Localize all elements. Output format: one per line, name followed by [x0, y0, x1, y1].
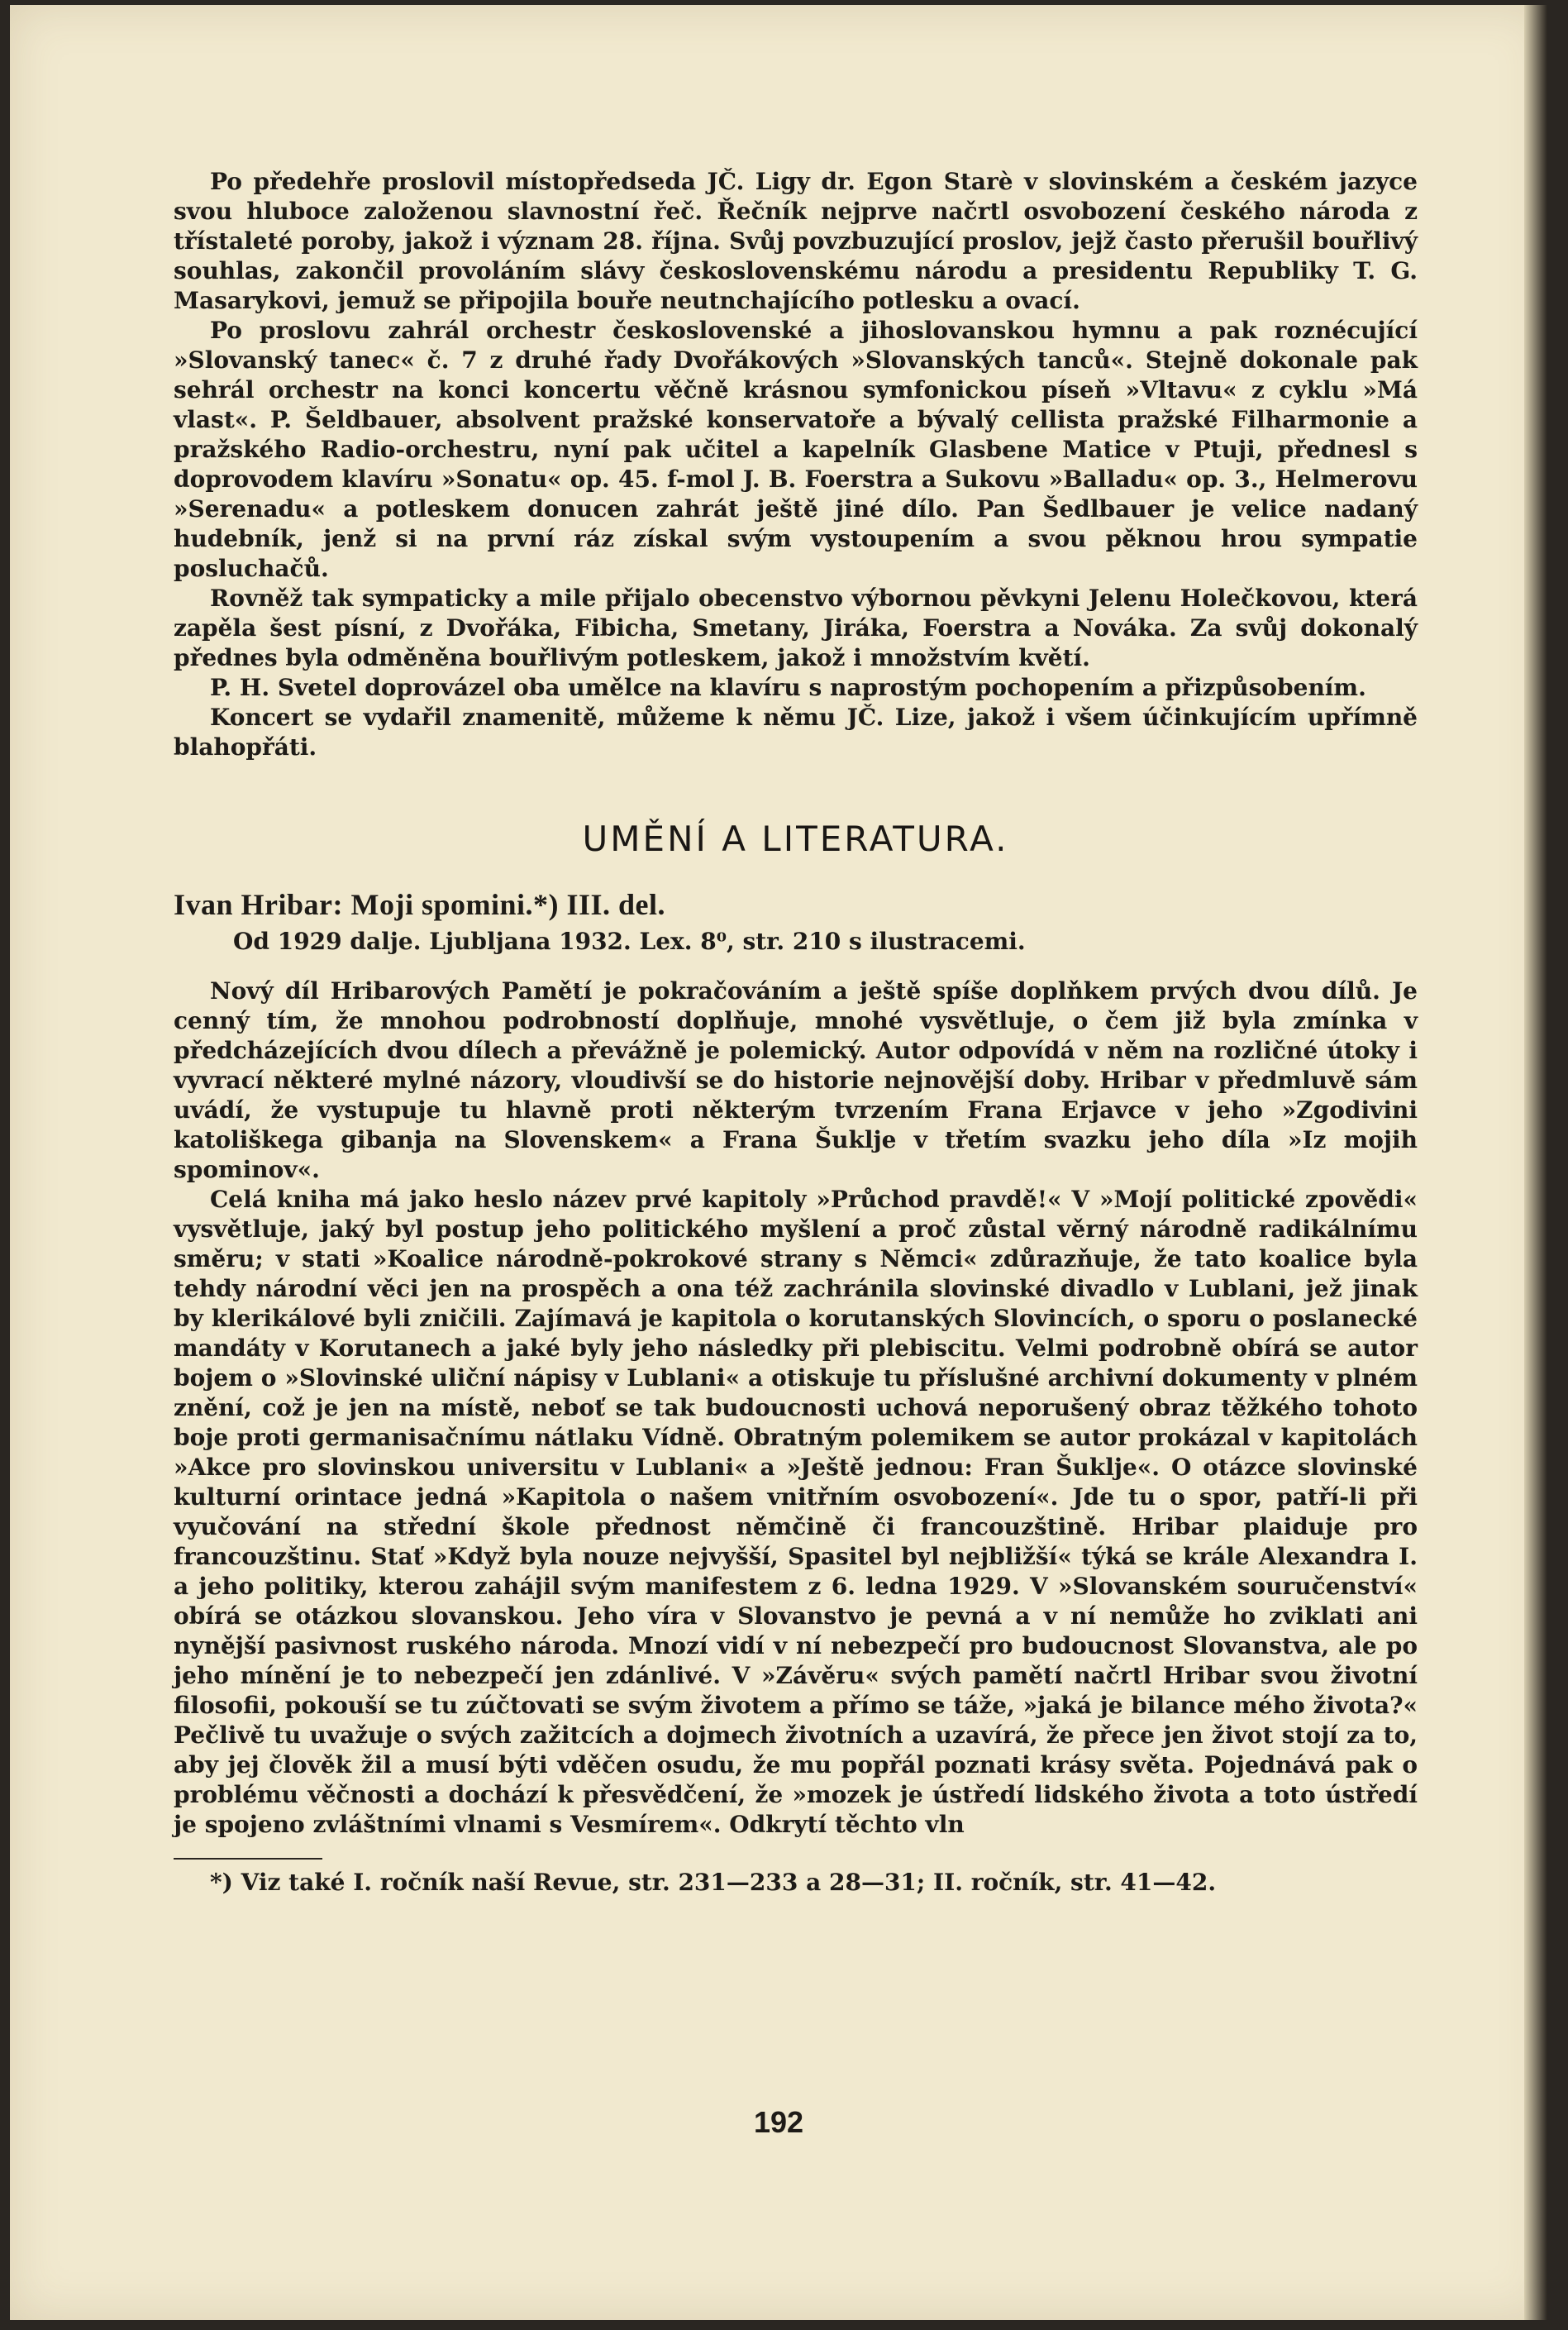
- report-paragraph-4: P. H. Svetel doprovázel oba umělce na klavíru s naprostým pochopením a přizpůsobením.: [210, 674, 1366, 701]
- book-review: [174, 887, 1418, 1840]
- review-paragraph-1: Nový díl Hribarových Pamětí je pokračováním a ještě spíše doplňkem prvých dvou dílů. Je cenný tím, že mnohou podrobností doplňuje, mnohé vysvětluje, o čem již byla zmínka v předcházejících dvou dílech a převážně je polemický. Autor odpovídá v něm na rozličné útoky i vyvrací některé mylné názory, vloudivší se do historie nejnovější doby. Hribar v předmluvě sám uvádí, že vystupuje tu hlavně proti některým tvrzením Frana Erjavce v jeho »Zgodivini katoliškega gibanja na Slovenskem« a Frana Šuklje v třetím svazku jeho díla »Iz mojih spominov«.: [174, 977, 1418, 1183]
- review-paragraph-2: Celá kniha má jako heslo název prvé kapitoly »Průchod pravdě!« V »Mojí politické zpovědi« vysvětluje, jaký byl postup jeho politického myšlení a proč zůstal věrný národně radikálnímu směru; v stati »Koalice národně-pokrokové strany s Němci« zdůrazňuje, že tato koalice byla tehdy národní věci jen na prospěch a ona též zachránila slovinské divadlo v Lublani, jež jinak by klerikálové byli zničili. Zajímavá je kapitola o korutanských Slovincích, o sporu o poslanecké mandáty v Korutanech a jaké byly jeho následky při plebiscitu. Velmi podrobně obírá se autor bojem o »Slovinské uliční nápisy v Lublani« a otiskuje tu příslušné archivní dokumenty v plném znění, což je jen na místě, neboť se tak budoucnosti uchová neporušený obraz těžkého tohoto boje proti germanisačnímu nátlaku Vídně. Obratným polemikem se autor prokázal v kapitolách »Akce pro slovinskou universitu v Lublani« a »Ještě jednou: Fran Šuklje«. O otázce slovinské kulturní orintace jedná »Kapitola o našem vnitřním osvobození«. Jde tu o spor, patří-li při vyučování na střední škole přednost němčině či francouzštině. Hribar plaiduje pro francouzštinu. Stať »Když byla nouze nejvyšší, Spasitel byl nejbližší« týká se krále Alexandra I. a jeho politiky, kterou zahájil svým manifestem z 6. ledna 1929. V »Slovanském souručenství« obírá se otázkou slovanskou. Jeho víra v Slovanstvo je pevná a v ní nemůže ho zviklati ani nynější pasivnost ruského národa. Mnozí vidí v ní nebezpečí pro budoucnost Slovanstva, ale po jeho mínění je to nebezpečí jen zdánlivé. V »Závěru« svých pamětí načrtl Hribar svou životní filosofii, pokouší se tu zúčtovati se svým životem a přímo se táže, »jaká je bilance mého života?« Pečlivě tu uvažuje o svých zažitcích a dojmech životních a uzavírá, že přece jen život stojí za to, aby jej člověk žil a musí býti vděčen osudu, že mu popřál poznati krásy světa. Pojednává pak o problému věčnosti a dochází k přesvědčení, že »mozek je ústředí lidského života a toto ústředí je spojeno zvláštními vlnami s Vesmírem«. Odkrytí těchto vln: [174, 1186, 1418, 1838]
- review-bibliographic-line: Od 1929 dalje. Ljubljana 1932. Lex. 8⁰, str. 210 s ilustracemi.: [233, 928, 1026, 955]
- page-content: [174, 167, 1418, 1898]
- scanned-page: [10, 5, 1547, 2320]
- page-number: 192: [753, 2105, 804, 2139]
- report-paragraph-2: Po proslovu zahrál orchestr československé a jihoslovanskou hymnu a pak roznécující »Slovanský tanec« č. 7 z druhé řady Dvořákových »Slovanských tanců«. Stejně dokonale pak sehrál orchestr na konci koncertu věčně krásnou symfonickou píseň »Vltavu« z cyklu »Má vlast«. P. Šeldbauer, absolvent pražské konservatoře a bývalý cellista pražské Filharmonie a pražského Radio-orchestru, nyní pak učitel a kapelník Glasbene Matice v Ptuji, přednesl s doprovodem klavíru »Sonatu« op. 45. f-mol J. B. Foerstra a Sukovu »Balladu« op. 3., Helmerovu »Serenadu« a potleskem donucen zahrát ještě jiné dílo. Pan Šedlbauer je velice nadaný hudebník, jenž si na první ráz získal svým vystoupením a svou pěknou hrou sympatie posluchačů.: [174, 317, 1418, 582]
- footnote-divider: [174, 1858, 322, 1860]
- report-paragraph-1: Po předehře proslovil místopředseda JČ. Ligy dr. Egon Starè v slovinském a českém jazyce svou hluboce založenou slavnostní řeč. Řečník nejprve načrtl osvobození českého národa z třístaleté poroby, jakož i význam 28. října. Svůj povzbuzující proslov, jejž často přerušil bouřlivý souhlas, zakončil provoláním slávy československému národu a presidentu Republiky T. G. Masarykovi, jemuž se připojila bouře neutnchajícího potlesku a ovací.: [174, 168, 1418, 314]
- report-paragraph-3: Rovněž tak sympaticky a mile přijalo obecenstvo výbornou pěvkyni Jelenu Holečkovou, která zapěla šest písní, z Dvořáka, Fibicha, Smetany, Jiráka, Foerstra a Nováka. Za svůj dokonalý přednes byla odměněna bouřlivým potleskem, jakož i množstvím květí.: [174, 585, 1418, 671]
- concert-report: [174, 167, 1418, 762]
- review-title: Ivan Hribar: Moji spomini.*) III. del.: [174, 888, 666, 921]
- report-paragraph-5: Koncert se vydařil znamenitě, můžeme k němu JČ. Lize, jakož i všem účinkujícím upřímně blahopřáti.: [174, 704, 1418, 761]
- footnote: *) Viz také I. ročník naší Revue, str. 231—233 a 28—31; II. ročník, str. 41—42.: [210, 1869, 1217, 1896]
- section-heading: UMĚNÍ A LITERATURA.: [582, 819, 1009, 859]
- page-binding-edge: [1524, 5, 1547, 2320]
